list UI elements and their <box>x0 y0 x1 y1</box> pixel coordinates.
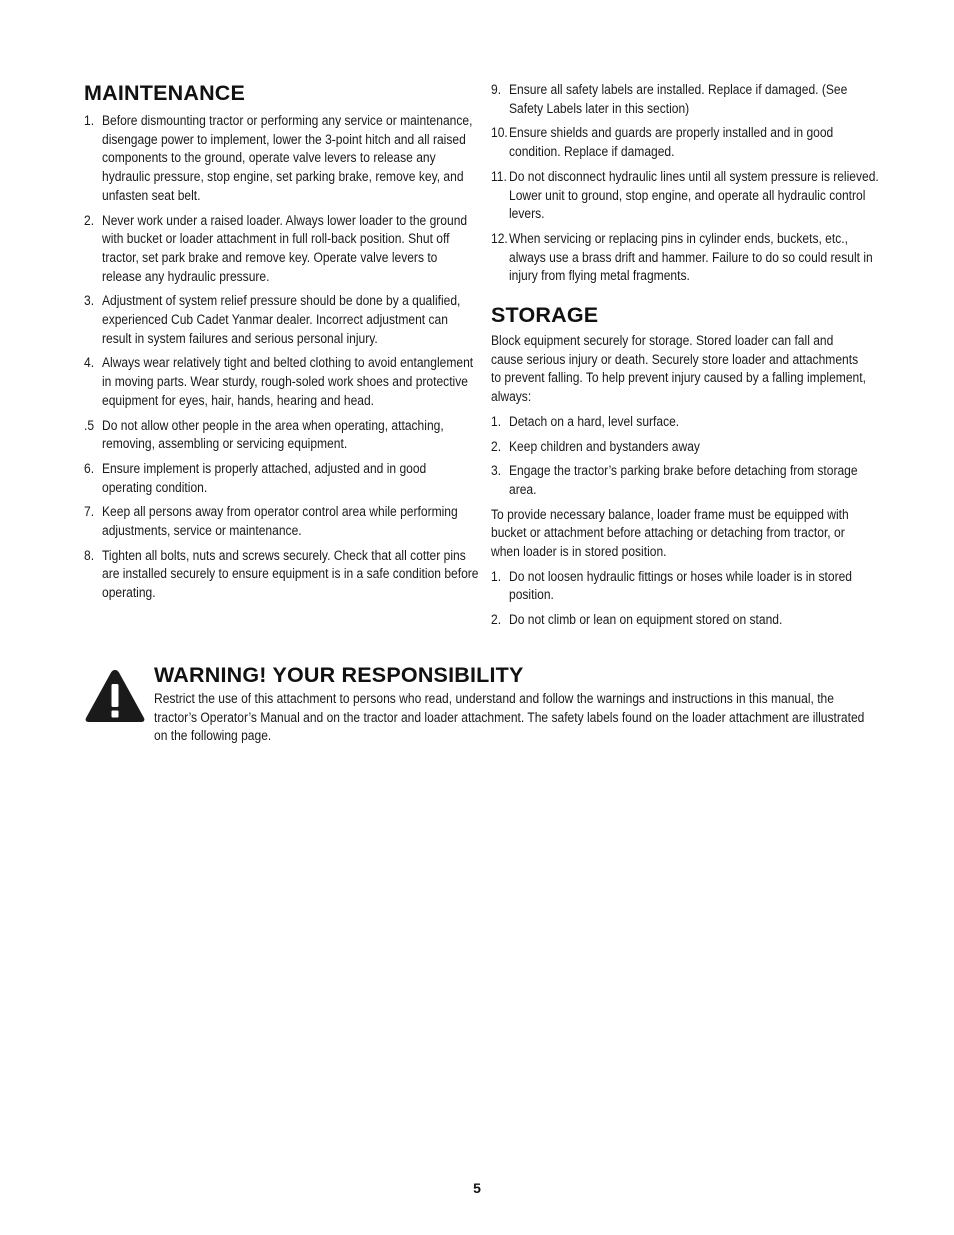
item-text: Keep children and bystanders away <box>509 438 700 454</box>
list-item <box>84 292 480 348</box>
list-item <box>491 611 885 630</box>
item-text: Ensure shields and guards are properly installed and in good condition. Replace if damaged. <box>509 125 834 160</box>
list-item <box>84 547 480 603</box>
item-number: 9. <box>491 82 502 97</box>
item-number: 12. <box>491 230 508 246</box>
item-text: Detach on a hard, level surface. <box>509 413 680 429</box>
item-number: 3. <box>491 463 502 479</box>
list-item <box>491 81 885 118</box>
maintenance-column <box>84 80 479 609</box>
item-text: Before dismounting tractor or performing any service or maintenance, disengage power to implement, lower the 3-point hitch and all raised components to the ground, operate valve levers to release any hydraulic pressure, stop engine, set parking brake, remove key, and unfasten seat belt. <box>102 113 473 203</box>
storage-list-a <box>491 413 867 500</box>
item-text: Engage the tractor’s parking brake before detaching from storage area. <box>509 463 858 497</box>
item-text: Tighten all bolts, nuts and screws securely. Check that all cotter pins are installed securely to ensure equipment is in a safe condition before operating. <box>102 547 479 601</box>
list-item <box>84 112 480 206</box>
item-number: 6. <box>84 460 95 476</box>
item-text: When servicing or replacing pins in cylinder ends, buckets, etc., always use a brass drift and hammer. Failure to do so could result in injury from flying metal fragments. <box>509 230 873 284</box>
item-text: Do not allow other people in the area when operating, attaching, removing, assembling or servicing equipment. <box>102 417 444 452</box>
item-number: 7. <box>84 504 95 520</box>
maintenance-list <box>84 112 479 603</box>
item-text: Never work under a raised loader. Always lower loader to the ground with bucket or loader attachment in full roll-back position. Shut off tractor, set park brake and remove key. Operate valve levers to release any hydraulic pressure. <box>102 212 468 284</box>
item-number: 3. <box>84 293 95 309</box>
item-number: 11. <box>491 168 507 184</box>
item-number: 2. <box>491 438 502 454</box>
right-column <box>491 81 879 636</box>
item-text: Do not climb or lean on equipment stored on stand. <box>509 612 783 628</box>
item-text: Do not loosen hydraulic fittings or hoses while loader is in stored position. <box>509 568 852 603</box>
item-text: Adjustment of system relief pressure should be done by a qualified, experienced Cub Cadet Yanmar dealer. Incorrect adjustment can result in system failures and serious personal injury. <box>102 293 461 346</box>
list-item <box>84 212 480 287</box>
list-item <box>84 503 480 540</box>
list-item <box>491 230 885 286</box>
item-text: Keep all persons away from operator control area while performing adjustments, service or maintenance. <box>102 504 458 539</box>
storage-balance-note: To provide necessary balance, loader frame must be equipped with bucket or attachment before attaching or detaching from tractor, or when loader is in stored position. <box>491 506 849 560</box>
storage-intro: Block equipment securely for storage. Stored loader can fall and cause serious injury or death. Securely store loader and attachments to prevent falling. To help prevent injury caused by a falling implement, always: <box>491 333 866 405</box>
warning-body <box>154 662 874 746</box>
item-number: 2. <box>491 612 502 628</box>
warning-text: Restrict the use of this attachment to persons who read, understand and follow the warnings and instructions in this manual, the tractor’s Operator’s Manual and on the tractor and loader attachment. The safety labels found on the loader attachment are illustrated on the following page. <box>154 691 865 744</box>
list-item <box>491 462 885 499</box>
warning-triangle-icon <box>84 668 146 724</box>
item-number: .5 <box>84 417 95 433</box>
item-text: Ensure all safety labels are installed. Replace if damaged. (See Safety Labels later in this section) <box>509 82 848 116</box>
storage-heading: STORAGE <box>491 303 599 328</box>
item-text: Always wear relatively tight and belted clothing to avoid entanglement in moving parts. Wear sturdy, rough-soled work shoes and protective equipment for eyes, hair, hands, hearing and head. <box>102 355 474 408</box>
item-number: 1. <box>491 413 502 429</box>
item-number: 1. <box>491 568 502 584</box>
list-item <box>491 124 885 161</box>
list-item <box>491 568 885 605</box>
item-number: 1. <box>84 113 95 128</box>
maintenance-list-continued <box>491 81 879 286</box>
item-number: 8. <box>84 547 95 563</box>
list-item <box>84 354 480 410</box>
item-number: 2. <box>84 212 95 228</box>
page-number: 5 <box>473 1180 481 1196</box>
item-number: 10. <box>491 125 508 141</box>
item-text: Ensure implement is properly attached, adjusted and in good operating condition. <box>102 460 427 495</box>
list-item <box>84 417 480 454</box>
list-item <box>84 460 480 497</box>
maintenance-heading: MAINTENANCE <box>84 81 246 105</box>
item-number: 4. <box>84 355 95 371</box>
storage-list-b <box>491 568 867 630</box>
list-item <box>491 438 885 457</box>
list-item <box>491 413 885 432</box>
warning-heading: WARNING! YOUR RESPONSIBILITY <box>154 663 524 687</box>
list-item <box>491 168 885 224</box>
item-text: Do not disconnect hydraulic lines until all system pressure is relieved. Lower unit to ground, stop engine, and operate all hydraulic control levers. <box>509 168 879 222</box>
